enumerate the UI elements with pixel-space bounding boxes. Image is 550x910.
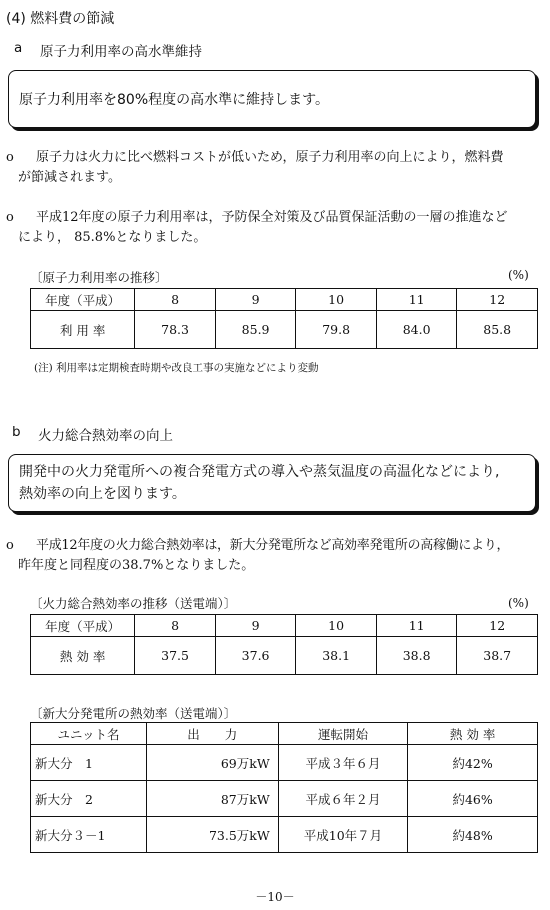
table-cell: 85.9	[215, 311, 296, 349]
paragraph-b1-line2: 昨年度と同程度の38.7%となりました。	[18, 558, 255, 573]
header-cell: 熱 効 率	[408, 723, 538, 745]
unit-name: 新大分 1	[31, 745, 147, 781]
subsection-a-letter: a	[14, 40, 23, 56]
paragraph-b1-line1: 平成12年度の火力総合熱効率は，新大分発電所など高効率発電所の高稼働により，	[36, 538, 510, 553]
shin-oita-table	[30, 722, 538, 853]
row-label: 利 用 率	[31, 311, 135, 349]
table-row	[31, 745, 538, 781]
subsection-b-title: 火力総合熱効率の向上	[38, 428, 173, 444]
unit-name: 新大分３－1	[31, 817, 147, 853]
efficiency-cell: 約42%	[408, 745, 538, 781]
header-cell: 11	[376, 615, 457, 637]
output-cell: 73.5万kW	[146, 817, 278, 853]
start-date-cell: 平成６年２月	[278, 781, 408, 817]
table-cell: 38.1	[296, 637, 377, 675]
table-header-row	[31, 289, 538, 311]
paragraph-a2-line2: により， 85.8%となりました。	[18, 230, 207, 245]
header-cell: 年度（平成）	[31, 615, 135, 637]
efficiency-cell: 約48%	[408, 817, 538, 853]
header-cell: 11	[376, 289, 457, 311]
table-cell: 37.5	[135, 637, 216, 675]
table-b-caption: 〔火力総合熱効率の推移（送電端）〕	[30, 596, 237, 611]
utilization-table	[30, 288, 538, 349]
efficiency-cell: 約46%	[408, 781, 538, 817]
start-date-cell: 平成３年６月	[278, 745, 408, 781]
table-cell: 38.7	[457, 637, 538, 675]
table-b-unit: (%)	[508, 596, 529, 610]
header-cell: ユニット名	[31, 723, 147, 745]
paragraph-a1-line2: が節減されます。	[18, 170, 121, 185]
table-header-row	[31, 723, 538, 745]
output-cell: 87万kW	[146, 781, 278, 817]
header-cell: 9	[215, 289, 296, 311]
header-cell: 12	[457, 289, 538, 311]
header-cell: 12	[457, 615, 538, 637]
table-row	[31, 817, 538, 853]
table-row	[31, 311, 538, 349]
start-date-cell: 平成10年７月	[278, 817, 408, 853]
policy-box-a	[8, 70, 536, 128]
table-a-note: (注) 利用率は定期検査時期や改良工事の実施などにより変動	[34, 362, 319, 374]
table-row	[31, 781, 538, 817]
row-label: 熱 効 率	[31, 637, 135, 675]
table-cell: 78.3	[135, 311, 216, 349]
paragraph-a2-line1: 平成12年度の原子力利用率は，予防保全対策及び品質保証活動の一層の推進など	[36, 210, 508, 225]
policy-box-b-line2: 熱効率の向上を図ります。	[19, 486, 186, 502]
header-cell: 運転開始	[278, 723, 408, 745]
thermal-efficiency-table	[30, 614, 538, 675]
output-cell: 69万kW	[146, 745, 278, 781]
policy-box-a-text: 原子力利用率を80%程度の高水準に維持します。	[19, 92, 329, 108]
table-cell: 38.8	[376, 637, 457, 675]
header-cell: 出 力	[146, 723, 278, 745]
bullet-mark: o	[6, 538, 14, 553]
paragraph-a1-line1: 原子力は火力に比べ燃料コストが低いため，原子力利用率の向上により，燃料費	[36, 150, 504, 165]
policy-box-b	[8, 454, 536, 512]
table-row	[31, 637, 538, 675]
table-cell: 85.8	[457, 311, 538, 349]
subsection-b-letter: b	[12, 424, 21, 440]
policy-box-b-line1: 開発中の火力発電所への複合発電方式の導入や蒸気温度の高温化などにより,	[19, 464, 500, 480]
header-cell: 10	[296, 615, 377, 637]
unit-name: 新大分 2	[31, 781, 147, 817]
header-cell: 8	[135, 615, 216, 637]
subsection-a-title: 原子力利用率の高水準維持	[40, 44, 202, 60]
page-number: －10－	[255, 890, 295, 904]
table-cell: 84.0	[376, 311, 457, 349]
table-cell: 79.8	[296, 311, 377, 349]
header-cell: 8	[135, 289, 216, 311]
table-a-unit: (%)	[508, 268, 529, 282]
table2-caption: 〔新大分発電所の熱効率（送電端）〕	[30, 706, 237, 721]
table-cell: 37.6	[215, 637, 296, 675]
table-a-caption: 〔原子力利用率の推移〕	[30, 270, 168, 285]
header-cell: 9	[215, 615, 296, 637]
bullet-mark: o	[6, 210, 14, 225]
section-heading: (4) 燃料費の節減	[6, 11, 115, 27]
table-header-row	[31, 615, 538, 637]
header-cell: 年度（平成）	[31, 289, 135, 311]
header-cell: 10	[296, 289, 377, 311]
bullet-mark: o	[6, 150, 14, 165]
